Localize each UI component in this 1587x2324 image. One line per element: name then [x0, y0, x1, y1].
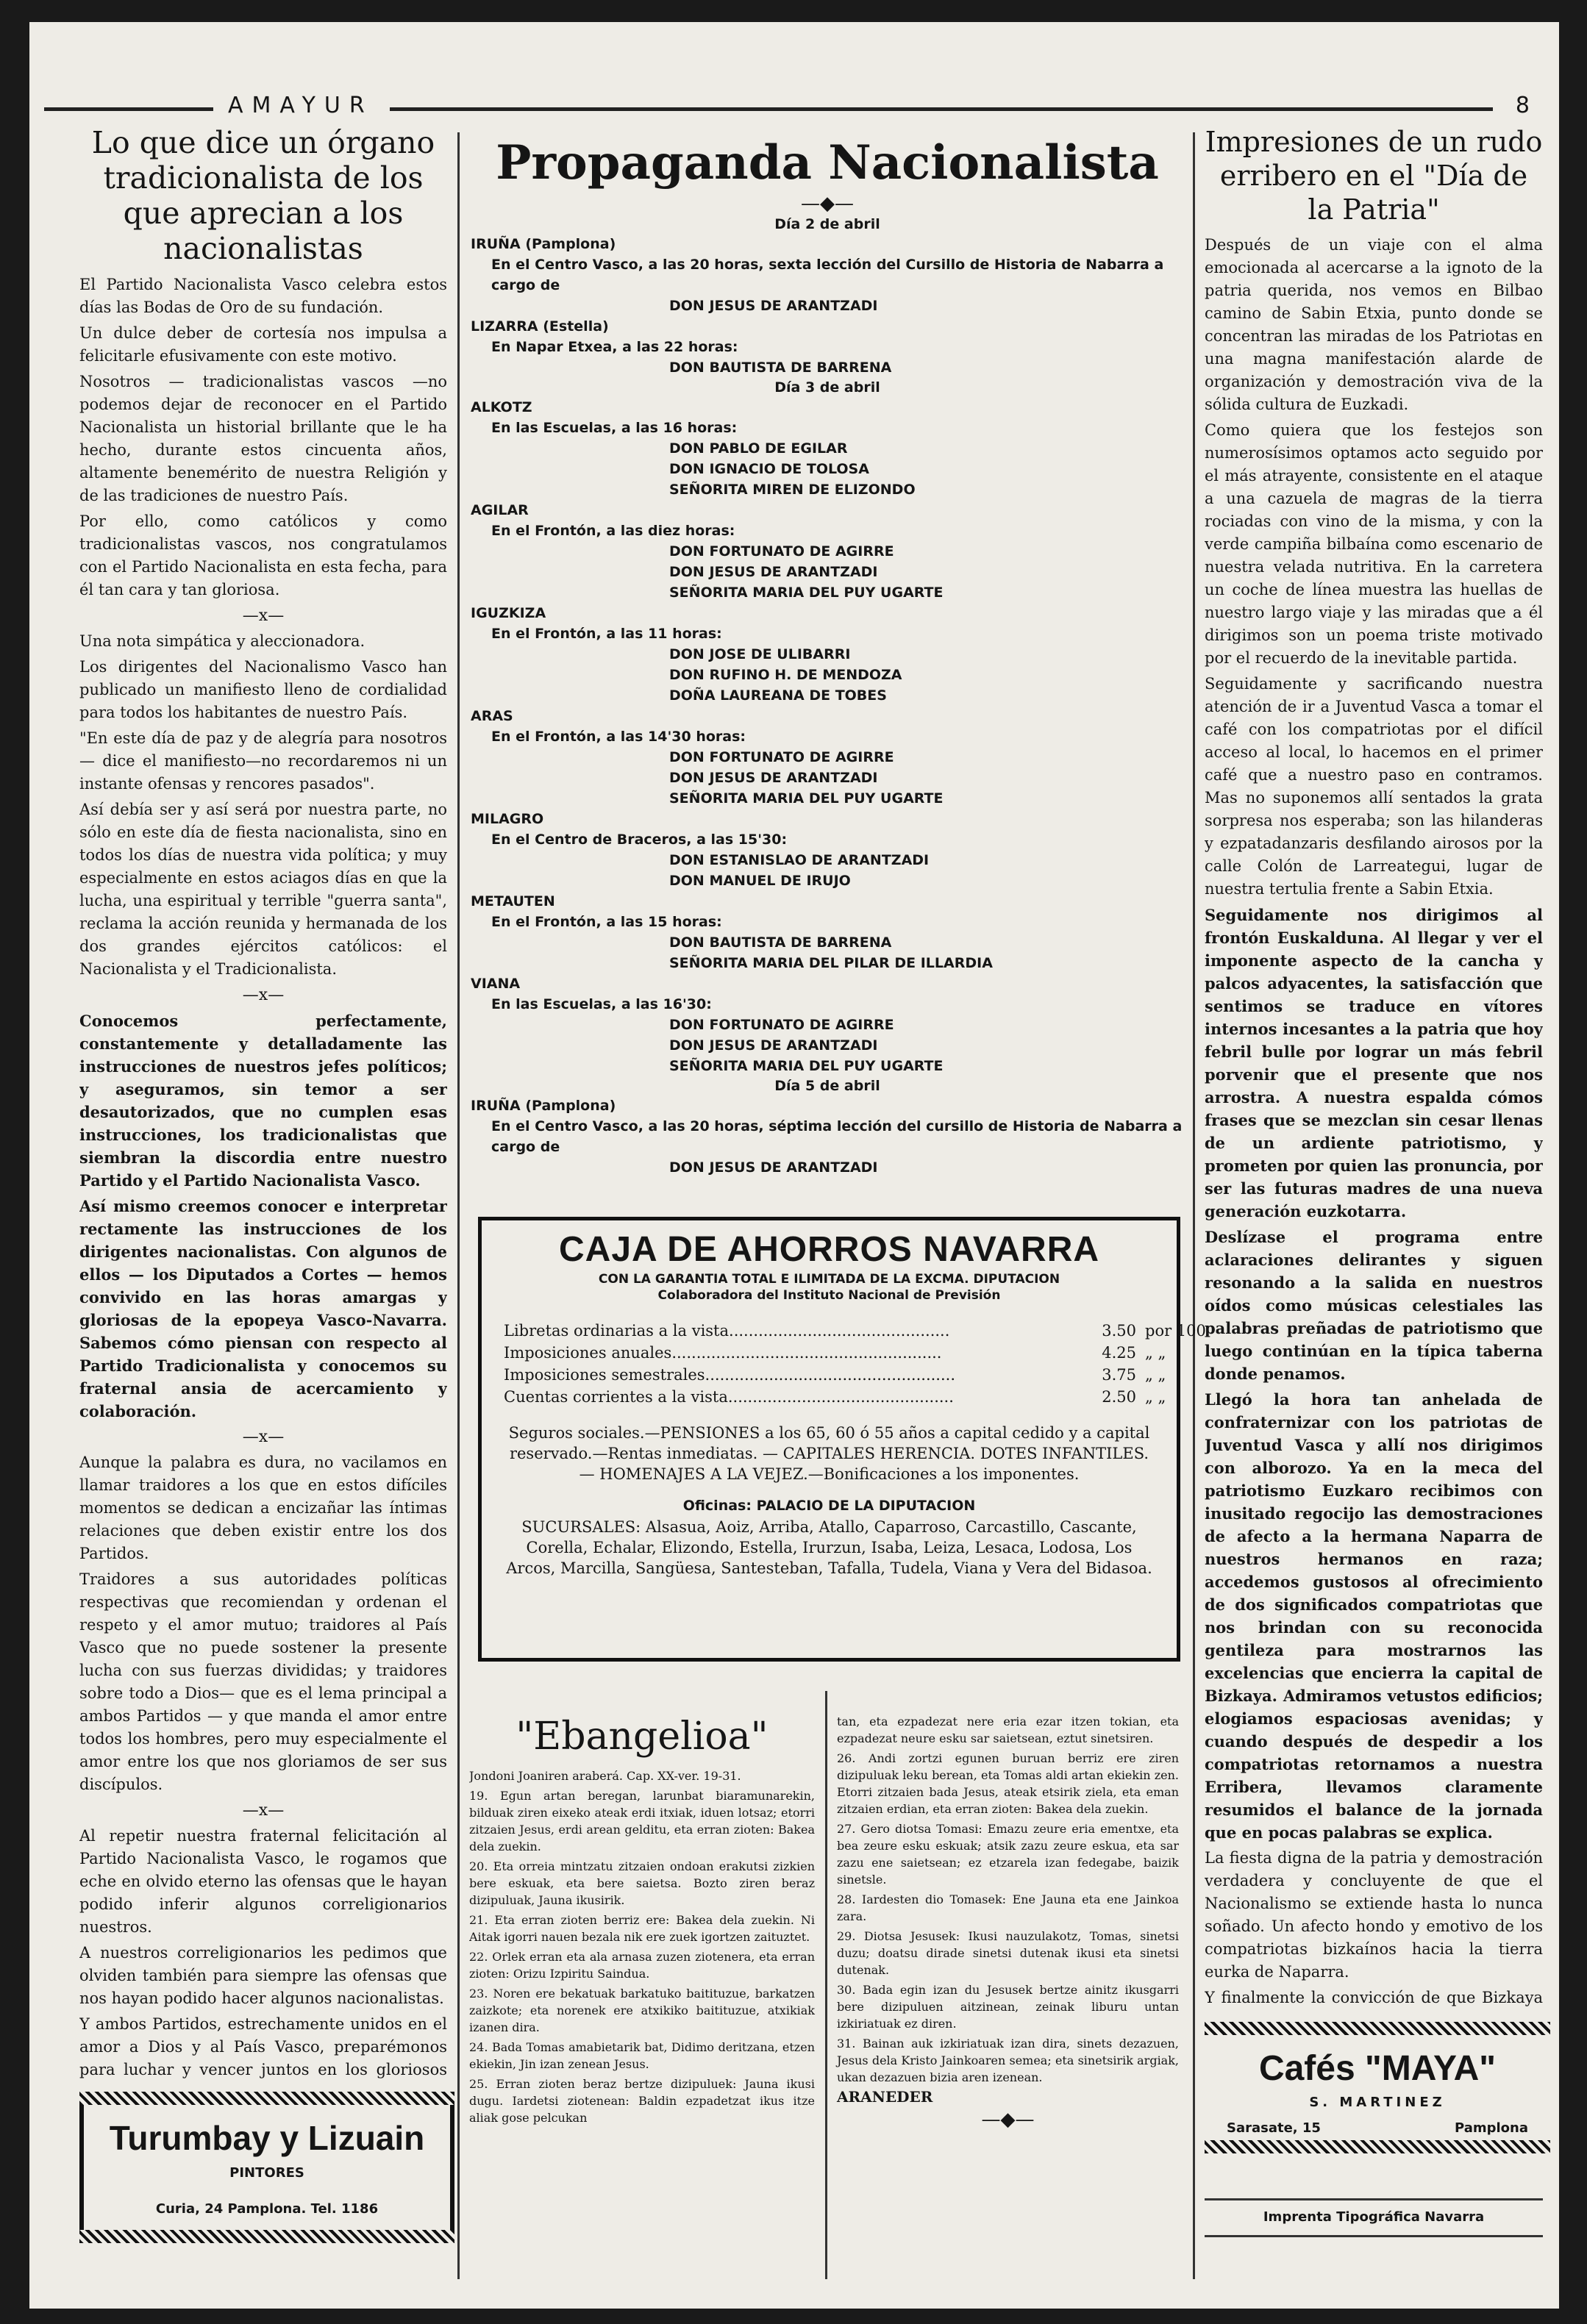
event-speaker: DON ESTANISLAO DE ARANTZADI	[669, 852, 930, 868]
event-speaker: DON FORTUNATO DE AGIRRE	[669, 543, 894, 559]
ad-cafes-maya	[1205, 2022, 1550, 2184]
left-paragraph: Al repetir nuestra fraternal felicitación al Partido Nacionalista Vasco, le rogamos que eche en olvido eterno las ofensas que le hayan podido inferir algunos correligionarios nuestros.	[79, 1827, 447, 1936]
event-speaker: DON JESUS DE ARANTZADI	[669, 564, 878, 580]
column-rule-2	[1193, 132, 1195, 2279]
rate-unit: por 100	[1145, 1322, 1206, 1340]
rate-row	[504, 1386, 1166, 1408]
left-paragraph: Nosotros — tradicionalistas vascos —no podemos dejar de reconocer en el Partido Nacionalista un historial brillante que le ha hecho, durante estos cincuenta años, altamente benemérito de nuestra Religión y de las tradiciones de nuestro País.	[79, 373, 447, 504]
program-event	[471, 603, 1184, 706]
gospel-verse: 19. Egun artan beregan, larunbat biaramunarekin, bilduak ziren eixeko ateak erdi itxiak, iduen lotsaz; etorri zitzaien Jesus, erdi arean gelditu, eta erran zioten: Bakea dela zuekin.	[469, 1789, 815, 1853]
gospel-verse: 21. Eta erran zioten berriz ere: Bakea dela zuekin. Ni Aitak igorri nauen bezala nik ere zuek igortzen zaituztet.	[469, 1913, 815, 1944]
separator: —x—	[242, 1801, 285, 1820]
ad-border-top	[79, 2092, 454, 2105]
event-speaker: DON JESUS DE ARANTZADI	[669, 770, 878, 786]
ad-border-bottom	[79, 2230, 454, 2243]
program-event	[471, 706, 1184, 809]
event-venue: En las Escuelas, a las 16'30:	[491, 996, 712, 1012]
ad-turumbay	[79, 2092, 454, 2283]
program-day: Día 5 de abril	[774, 1078, 880, 1094]
event-place: IGUZKIZA	[471, 605, 546, 621]
event-speaker: DON FORTUNATO DE AGIRRE	[669, 1017, 894, 1033]
right-paragraph: Deslízase el programa entre aclaraciones delirantes y siguen resonando a la salida en nuestros oídos como músicas celestiales las palabras preñadas de patriotismo que luego continúan en la típica taberna donde penamos.	[1205, 1228, 1543, 1383]
column-rule-1	[457, 132, 460, 2279]
caja-title: CAJA DE AHORROS NAVARRA	[558, 1230, 1100, 1269]
left-paragraph: Así debía ser y así será por nuestra parte, no sólo en este día de fiesta nacionalista, sino en todos los días de nuestra vida política; y muy especialmente en estos aciagos días en que la lucha, una espiritual y terrible "guerra santa", reclama la acción reunida y hermanada de los dos grandes ejércitos católicos: el Nacionalista y el Tradicionalista.	[79, 801, 447, 978]
rate-label: Imposiciones semestrales...................................................	[504, 1366, 955, 1384]
right-paragraph: Después de un viaje con el alma emocionada al acercarse a la ignoto de la patria querida, nos vemos en Bilbao camino de Sabin Etxia, punto donde se concentran las miradas de los Patriotas en una magna manifestación alarde de organización y demostración viva de la sólida cultura de Euzkadi.	[1205, 236, 1543, 413]
left-paragraph: Aunque la palabra es dura, no vacilamos en llamar traidores a los que en estos difíciles momentos se dedican a encizañar las íntimas relaciones que deben existir entre los dos Partidos.	[79, 1454, 447, 1562]
gospel-verse: 29. Diotsa Jesusek: Ikusi nauzulakotz, Tomas, sinetsi duzu; doatsu dirade sinetsi dutenak ikusi eta sinetsi dutenak.	[837, 1929, 1179, 1977]
ad-border-bottom	[1205, 2140, 1550, 2153]
printer-imprint: Imprenta Tipográfica Navarra	[1263, 2209, 1485, 2225]
masthead	[44, 93, 1544, 122]
event-speaker: SEÑORITA MARIA DEL PUY UGARTE	[669, 1058, 944, 1074]
ebangelioa-section	[469, 1713, 1183, 2287]
event-speaker: DON IGNACIO DE TOLOSA	[669, 461, 869, 477]
rate-row	[504, 1320, 1206, 1342]
ebangelioa-signature: ARANEDER	[837, 2088, 933, 2106]
gospel-verse: tan, eta ezpadezat nere eria ezar itzen tokian, eta ezpadezat neure esku sar saietsean, eztut sinetsiren.	[837, 1715, 1179, 1745]
gospel-verse: 22. Orlek erran eta ala arnasa zuzen ziotenera, eta erran zioten: Orizu Izpiritu Saindua.	[469, 1950, 815, 1981]
left-paragraph: Y ambos Partidos, estrechamente unidos en el amor a Dios y al País Vasco, preparémonos para luchar y vencer juntos en los gloriosos	[79, 2015, 447, 2078]
event-speaker: DON JOSE DE ULIBARRI	[669, 646, 851, 662]
masthead-rule-right	[390, 107, 1493, 111]
right-paragraph: Llegó la hora tan anhelada de confraternizar con los patriotas de Juventud Vasca y allí nos dirigimos con alborozo. Ya en la meca del patriotismo Euzkaro recibimos con inusitado regocijo las demostraciones de afecto a la hermana Naparra de nuestros hermanos en raza; accedemos gustosos al ofrecimiento de dos significados compatriotas que nos brindan con su reconocida gentileza para mostrarnos las excelencias que encierra la capital de Bizkaya. Admiramos vetustos edificios; elogiamos espaciosas avenidas; y cuando después de despedir a los compatriotas retornamos a nuestra Erribera, llevamos claramente resumidos el balance de la jornada que en pocas palabras se explica.	[1205, 1390, 1543, 1842]
caja-offices: Oficinas: PALACIO DE LA DIPUTACION	[682, 1498, 976, 1514]
ad-maya-address: Sarasate, 15	[1227, 2120, 1321, 2136]
left-article	[79, 125, 447, 2081]
right-paragraph: Y finalmente la convicción de que Bizkaya	[1205, 1989, 1543, 2006]
ad-turumbay-line1: PINTORES	[229, 2165, 304, 2181]
event-speaker: DON JESUS DE ARANTZADI	[669, 1037, 878, 1054]
caja-insurance: Seguros sociales.—PENSIONES a los 65, 60 ó 55 años a capital cedido y a capital reservado.—Rentas inmediatas. — CAPITALES HERENCIA. DOTES INFANTILES. — HOMENAJES A LA VEJEZ.—Bonificaciones a los imponentes.	[508, 1424, 1150, 1483]
left-paragraph: Traidores a sus autoridades políticas respectivas que recomiendan y ordenan el respeto y el amor mutuo; traidores al País Vasco que no puede sostener la presente lucha con sus fuerzas divididas; y traidores sobre todo a Dios— que es el lema principal a ambos Partidos — y que manda el amor entre todos los hombres, pero muy especialmente el amor entre los que nos gloriamos de ser sus discípulos.	[79, 1570, 447, 1793]
gospel-verse: 27. Gero diotsa Tomasi: Emazu zeure eria ementxe, eta bea zeure esku eskuak; atsik zazu zeure eskua, eta sar zazu ene saietsean; ez etzarela izan fedegabe, baizik sinetsle.	[837, 1822, 1179, 1887]
event-speaker: DON RUFINO H. DE MENDOZA	[669, 667, 902, 683]
event-venue: En las Escuelas, a las 16 horas:	[491, 420, 738, 436]
propaganda-title: Propaganda Nacionalista	[496, 135, 1159, 190]
program-event	[471, 1095, 1184, 1178]
program-event	[471, 500, 1184, 603]
gospel-verse: 26. Andi zortzi egunen buruan berriz ere ziren dizipuluak leku berean, eta Tomas aldi artan ekiekin zen. Etorri zitzaien bada Jesus, ateak etsirik ziela, eta eman zitzaien erdian, eta erran zioten: Bakea dela zuekin.	[837, 1751, 1179, 1816]
event-venue: En el Frontón, a las 15 horas:	[491, 914, 722, 930]
left-paragraph: "En este día de paz y de alegría para nosotros — dice el manifiesto—no recordaremos ni un instante ofensas y rencores pasados".	[79, 729, 447, 793]
masthead-rule-left	[44, 107, 213, 111]
gospel-verse: 20. Eta orreia mintzatu zitzaien ondoan erakutsi zizkien bere eskuak, eta bere saietsa. Bozto ziren beraz dizipuluak, Jauna ikusirik.	[469, 1859, 815, 1907]
rate-row	[504, 1364, 1166, 1386]
ornament: —◆—	[981, 2109, 1035, 2131]
event-speaker: SEÑORITA MARIA DEL PUY UGARTE	[669, 584, 944, 601]
program-event	[471, 891, 1184, 973]
caja-branches: SUCURSALES: Alsasua, Aoiz, Arriba, Atallo, Caparroso, Carcastillo, Cascante, Corella, Echalar, Elizondo, Estella, Irurzun, Isaba, Leiza, Lesaca, Lodosa, Los Arcos, Marcilla, Sangüesa, Santesteban, Tafalla, Tudela, Viana y Vera del Bidasoa.	[506, 1518, 1152, 1577]
rate-value: 2.50	[1102, 1388, 1136, 1406]
right-article-headline: Impresiones de un rudo erribero en el "Día de la Patria"	[1205, 126, 1543, 226]
left-article-headline: Lo que dice un órgano tradicionalista de los que aprecian a los nacionalistas	[91, 125, 435, 266]
ad-turumbay-name: Turumbay y Lizuain	[109, 2119, 425, 2157]
event-venue: En el Centro Vasco, a las 20 horas, sexta lección del Cursillo de Historia de Nabarra a cargo de	[491, 257, 1164, 293]
ad-turumbay-line2: Curia, 24 Pamplona. Tel. 1186	[155, 2201, 379, 2217]
event-place: MILAGRO	[471, 811, 544, 827]
rate-label: Cuentas corrientes a la vista..............................................	[504, 1388, 954, 1406]
event-venue: En el Centro Vasco, a las 20 horas, séptima lección del cursillo de Historia de Nabarra a cargo de	[491, 1118, 1183, 1155]
rate-row	[504, 1342, 1166, 1364]
gospel-verse: 23. Noren ere bekatuak barkatuko baitituzue, barkatzen zaizkote; eta norenek ere atxikiko baitituzue, atxikiak izanen dira.	[469, 1987, 815, 2034]
gospel-verse: 25. Erran zioten beraz bertze dizipuluek: Jauna ikusi dugu. Iardetsi ziotenean: Baldin ezpadetzat ikus itze aliak gose pelcukan	[469, 2077, 815, 2125]
separator: —x—	[242, 986, 285, 1004]
left-paragraph: Así mismo creemos conocer e interpretar rectamente las instrucciones de los dirigentes nacionalistas. Con algunos de ellos — los Diputados a Cortes — hemos convivido en las horas amargas y gloriosas de la epopeya Vasco-Navarra. Sabemos cómo piensan con respecto al Partido Tradicionalista y conocemos su fraternal ansia de acercamiento y colaboración.	[79, 1197, 447, 1420]
event-place: ALKOTZ	[471, 399, 532, 415]
event-speaker: DON JESUS DE ARANTZADI	[669, 298, 878, 314]
caja-subtitle: CON LA GARANTIA TOTAL E ILIMITADA DE LA EXCMA. DIPUTACION	[598, 1272, 1060, 1287]
ornament: —◆—	[801, 193, 854, 215]
left-paragraph: A nuestros correligionarios les pedimos que olviden también para siempre las ofensas que nos hayan podido hacer algunos nacionalistas.	[79, 1944, 447, 2007]
rates-table	[504, 1320, 1206, 1408]
event-speaker: SEÑORITA MARIA DEL PUY UGARTE	[669, 790, 944, 807]
program-event	[471, 397, 1184, 500]
event-speaker: DON JESUS DE ARANTZADI	[669, 1159, 878, 1176]
event-venue: En el Frontón, a las 11 horas:	[491, 626, 722, 642]
event-place: AGILAR	[471, 502, 529, 518]
event-speaker: SEÑORITA MARIA DEL PILAR DE ILLARDIA	[669, 955, 993, 971]
rate-label: Libretas ordinarias a la vista.............................................	[504, 1322, 950, 1340]
left-paragraph: Conocemos perfectamente, constantemente y detalladamente las instrucciones de nuestros jefes políticos; y aseguramos, sin temor a ser desautorizados, que no cumplen esas instrucciones, los tradicionalistas que siembran la discordia entre nuestro Partido y el Partido Nacionalista Vasco.	[79, 1012, 447, 1190]
paper-name: AMAYUR	[228, 93, 374, 118]
right-paragraph: La fiesta digna de la patria y demostración verdadera y concluyente de que el Nacionalismo se extiende hasta lo nunca soñado. Un afecto hondo y emotivo de los compatriotas bizkaínos hacia la tierra eurka de Naparra.	[1205, 1849, 1543, 1981]
event-speaker: DON MANUEL DE IRUJO	[669, 873, 851, 889]
event-place: IRUÑA (Pamplona)	[471, 236, 616, 252]
left-paragraph: Un dulce deber de cortesía nos impulsa a felicitarle efusivamente con este motivo.	[79, 324, 447, 365]
program-event	[471, 809, 1184, 891]
gospel-verse: 30. Bada egin izan du Jesusek bertze ainitz ikusgarri bere dizipuluen aitzinean, zeinak liburu untan izkiriatuak ez diren.	[837, 1983, 1179, 2031]
event-speaker: DON FORTUNATO DE AGIRRE	[669, 749, 894, 765]
left-paragraph: Por ello, como católicos y como tradicionalistas vascos, nos congratulamos con el Partido Nacionalista en esta fecha, para él tan cara y tan gloriosa.	[79, 512, 447, 598]
ad-maya-owner: S. MARTINEZ	[1309, 2095, 1446, 2110]
event-speaker: SEÑORITA MIREN DE ELIZONDO	[669, 482, 916, 498]
event-venue: En el Frontón, a las diez horas:	[491, 523, 735, 539]
ad-maya-name: Cafés "MAYA"	[1258, 2049, 1497, 2088]
program-event	[471, 316, 1184, 378]
program-day: Día 2 de abril	[774, 216, 880, 232]
rate-unit: „ „	[1145, 1388, 1166, 1406]
right-paragraph: Seguidamente y sacrificando nuestra atención de ir a Juventud Vasca a tomar el café con los compatriotas por el difícil acceso al local, lo hacemos en el primer café que a nuestro paso en contramos. Mas no suponemos allí sentados la grata sorpresa nos esperaba; son las hilanderas y ezpatadanzaris desfilando airosos por la calle Colón de Larreategui, lugar de nuestra tertulia frente a Sabin Etxia.	[1205, 675, 1543, 898]
rate-value: 4.25	[1102, 1344, 1136, 1362]
separator: —x—	[242, 1428, 285, 1446]
event-venue: En Napar Etxea, a las 22 horas:	[491, 339, 738, 355]
ad-maya-city: Pamplona	[1455, 2120, 1528, 2136]
rate-value: 3.75	[1102, 1366, 1136, 1384]
event-place: IRUÑA (Pamplona)	[471, 1098, 616, 1114]
program-day: Día 3 de abril	[774, 379, 880, 396]
program-event	[471, 234, 1184, 316]
rate-unit: „ „	[1145, 1344, 1166, 1362]
program-event	[471, 973, 1184, 1076]
rate-unit: „ „	[1145, 1366, 1166, 1384]
event-speaker: DOÑA LAUREANA DE TOBES	[669, 687, 887, 704]
left-paragraph: Los dirigentes del Nacionalismo Vasco han publicado un manifiesto lleno de cordialidad para todos los habitantes de nuestro País.	[79, 658, 447, 721]
separator: —x—	[242, 607, 285, 625]
right-paragraph: Seguidamente nos dirigimos al frontón Euskalduna. Al llegar y ver el imponente aspecto de la cancha y palcos adyacentes, la satisfacción que sentimos se traduce en vítores internos incesantes a la patria que hoy febril bulle por lograr un más febril porvenir que el presente que nos arrostra. A nuestra espalda cómos frases que se mezclan sin cesar llenas de un ardiente patriotismo, y prometen por quien las pronuncia, por ser las futuras madres de una nueva generación euzkotarra.	[1205, 906, 1543, 1220]
gospel-verse: 31. Bainan auk izkiriatuak izan dira, sinets dezazuen, Jesus dela Kristo Jainkoaren semea; eta sinetsirik argiak, ukan dezazuen bizia aren izenean.	[837, 2037, 1179, 2084]
event-speaker: DON BAUTISTA DE BARRENA	[669, 934, 892, 951]
event-venue: En el Centro de Braceros, a las 15'30:	[491, 832, 788, 848]
ad-border-top	[1205, 2022, 1550, 2035]
right-paragraph: Como quiera que los festejos son numerosísimos optamos acto seguido por el más atrayente, consistente en el ataque a una cazuela de magras de la tierra rociadas con vino de la misma, y con la verde campiña bilbaína como escenario de nuestra velada nutritiva. En la carretera un coche de línea muestra las huellas de nuestro largo viaje y las miradas que a él dirigimos son un poema triste motivado por el recuerdo de la inevitable partida.	[1205, 421, 1543, 667]
ebangelioa-title: "Ebangelioa"	[516, 1715, 768, 1759]
gospel-verse: 28. Iardesten dio Tomasek: Ene Jauna eta ene Jainkoa zara.	[837, 1892, 1179, 1923]
caja-ahorros-ad	[478, 1217, 1206, 1662]
caja-subtitle: Colaboradora del Instituto Nacional de Previsión	[657, 1288, 1001, 1303]
event-place: VIANA	[471, 976, 521, 992]
propaganda-section	[471, 132, 1184, 1206]
event-speaker: DON PABLO DE EGILAR	[669, 440, 848, 457]
event-venue: En el Frontón, a las 14'30 horas:	[491, 729, 746, 745]
rate-label: Imposiciones anuales.......................................................	[504, 1344, 942, 1362]
event-place: METAUTEN	[471, 893, 555, 909]
left-paragraph: El Partido Nacionalista Vasco celebra estos días las Bodas de Oro de su fundación.	[79, 276, 447, 316]
left-paragraph: Una nota simpática y aleccionadora.	[79, 632, 365, 650]
gospel-verse: Jondoni Joaniren araberá. Cap. XX-ver. 19-31.	[469, 1769, 741, 1783]
right-article	[1205, 125, 1543, 2007]
footer-rule	[1205, 2198, 1543, 2200]
page-number: 8	[1515, 93, 1530, 118]
rate-value: 3.50	[1102, 1322, 1136, 1340]
gospel-verse: 24. Bada Tomas amabietarik bat, Didimo deritzana, etzen ekiekin, Jin izan zenean Jesus.	[469, 2040, 815, 2071]
event-place: ARAS	[471, 708, 513, 724]
event-speaker: DON BAUTISTA DE BARRENA	[669, 360, 892, 376]
event-place: LIZARRA (Estella)	[471, 318, 609, 335]
footer-rule	[1205, 2235, 1543, 2237]
newspaper-page	[29, 22, 1559, 2309]
